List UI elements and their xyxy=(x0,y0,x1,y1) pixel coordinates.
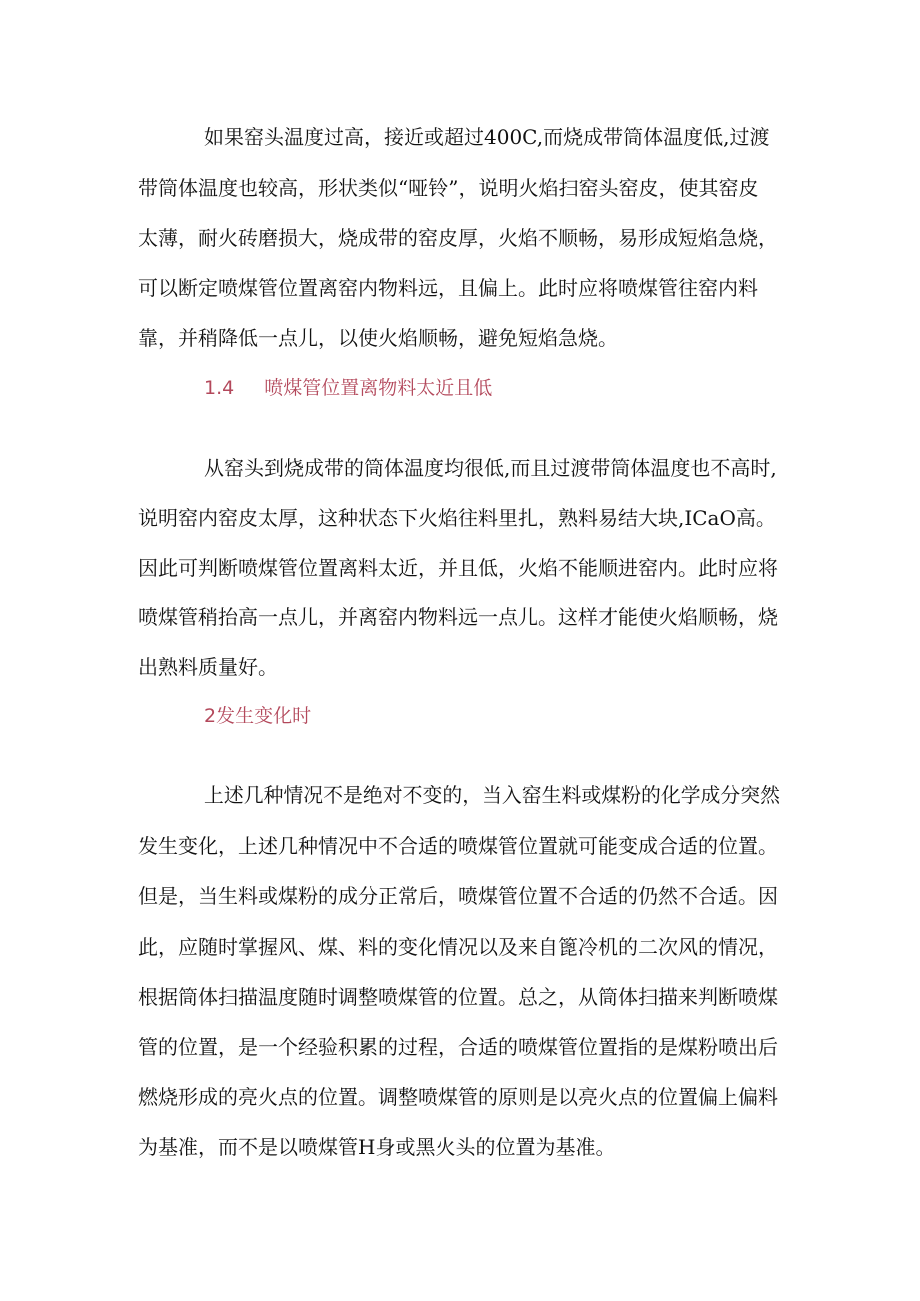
paragraph-line: 此，应随时掌握风、煤、料的变化情况以及来自篦冷机的二次风的情况， xyxy=(138,935,778,959)
paragraph-line: 燃烧形成的亮火点的位置。调整喷煤管的原则是以亮火点的位置偏上偏料 xyxy=(138,1085,778,1109)
paragraph-line: 喷煤管稍抬高一点儿，并离窑内物料远一点儿。这样才能使火焰顺畅，烧 xyxy=(138,605,778,629)
paragraph-line: 发生变化，上述几种情况中不合适的喷煤管位置就可能变成合适的位置。 xyxy=(138,834,778,858)
paragraph-line: 因此可判断喷煤管位置离料太近，并且低，火焰不能顺进窑内。此时应将 xyxy=(138,556,778,580)
section-title: 2发生变化时 xyxy=(204,705,312,727)
paragraph-line: 为基准，而不是以喷煤管H身或黑火头的位置为基准。 xyxy=(138,1135,616,1159)
section-heading-2 xyxy=(204,703,311,729)
paragraph-line: 上述几种情况不是绝对不变的，当入窑生料或煤粉的化学成分突然 xyxy=(204,783,780,807)
paragraph-line: 从窑头到烧成带的筒体温度均很低,而且过渡带筒体温度也不高时, xyxy=(204,456,777,480)
paragraph-line: 但是，当生料或煤粉的成分正常后，喷煤管位置不合适的仍然不合适。因 xyxy=(138,884,778,908)
paragraph-line: 带筒体温度也较高，形状类似“哑铃”，说明火焰扫窑头窑皮，使其窑皮 xyxy=(138,176,759,200)
paragraph-line: 可以断定喷煤管位置离窑内物料远，且偏上。此时应将喷煤管往窑内料 xyxy=(138,276,758,300)
paragraph-line: 说明窑内窑皮太厚，这种状态下火焰往料里扎，熟料易结大块,ICaO高。 xyxy=(138,506,776,530)
paragraph-line: 如果窑头温度过高，接近或超过400C,而烧成带筒体温度低,过渡 xyxy=(204,125,770,149)
paragraph-line: 管的位置，是一个经验积累的过程，合适的喷煤管位置指的是煤粉喷出后 xyxy=(138,1035,778,1059)
section-number: 1.4 xyxy=(204,377,235,399)
paragraph-line: 太薄，耐火砖磨损大，烧成带的窑皮厚，火焰不顺畅，易形成短焰急烧， xyxy=(138,226,778,250)
paragraph-line: 根据筒体扫描温度随时调整喷煤管的位置。总之，从筒体扫描来判断喷煤 xyxy=(138,985,778,1009)
paragraph-line: 出熟料质量好。 xyxy=(138,655,278,679)
section-heading-1-4 xyxy=(204,375,492,401)
paragraph-line: 靠，并稍降低一点儿，以使火焰顺畅，避免短焰急烧。 xyxy=(138,326,618,350)
section-title: 喷煤管位置离物料太近且低 xyxy=(264,377,493,399)
